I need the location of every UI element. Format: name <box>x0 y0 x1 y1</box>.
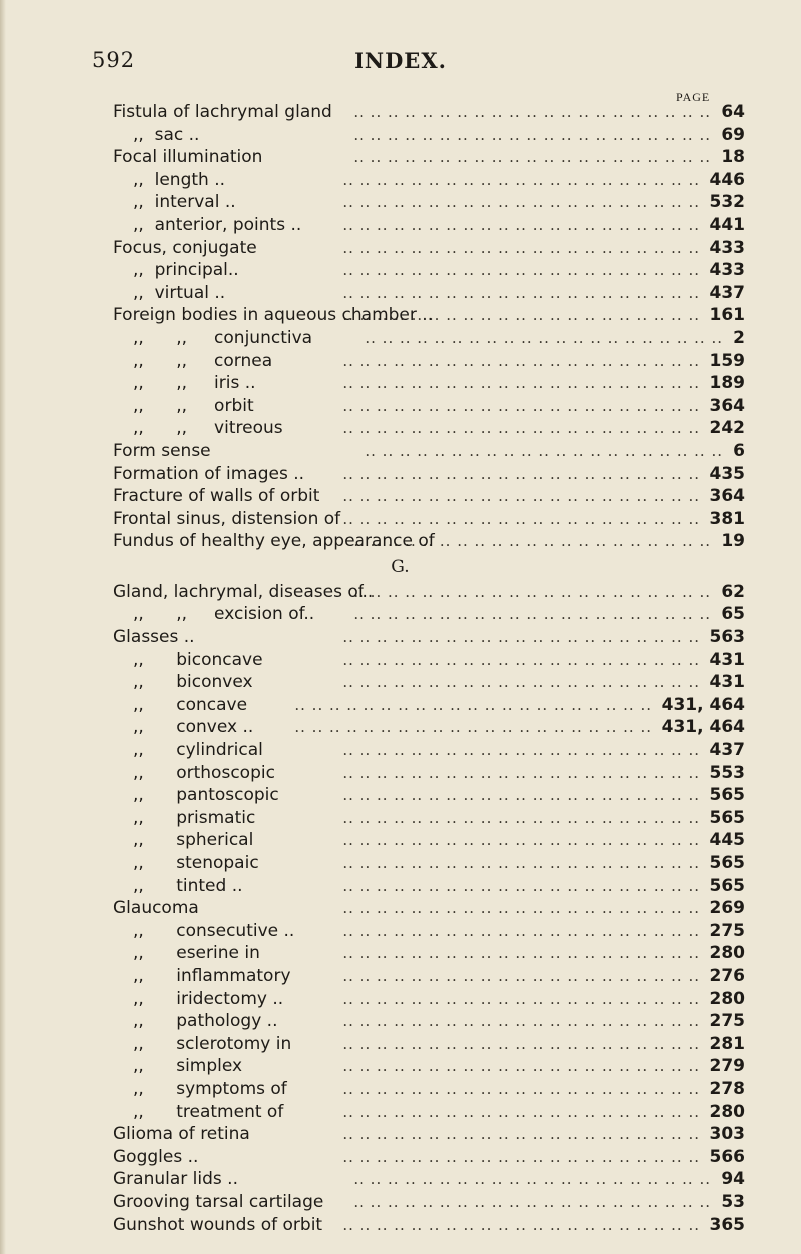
dot-leader: .. .. .. .. .. .. .. .. .. .. .. .. .. .. .. .. .. .. .. .. .. <box>353 103 711 121</box>
index-entry <box>0 1214 801 1237</box>
index-term: Gland, lachrymal, diseases of.. <box>113 581 374 602</box>
index-term: ,, symptoms of <box>133 1078 287 1099</box>
index-term: ,, ,, vitreous <box>133 418 283 439</box>
index-entry <box>0 146 801 169</box>
dot-leader: .. .. .. .. .. .. .. .. .. .. .. .. .. .. .. .. .. .. .. .. .. <box>342 1102 700 1121</box>
dot-leader: .. .. .. .. .. .. .. .. .. .. .. .. .. .. .. .. .. .. .. .. .. <box>353 582 711 601</box>
dot-leader: .. .. .. .. .. .. .. .. .. .. .. .. .. .. .. .. .. .. .. .. .. <box>365 328 723 347</box>
index-page-ref: 6 <box>733 440 745 461</box>
index-entry <box>0 762 801 785</box>
dot-leader: .. .. .. .. .. .. .. .. .. .. .. .. .. .. .. .. .. .. .. .. .. <box>353 532 711 551</box>
dot-leader: .. .. .. .. .. .. .. .. .. .. .. .. .. .. .. .. .. .. .. .. .. <box>342 741 700 760</box>
dot-leader: .. .. .. .. .. .. .. .. .. .. .. .. .. .. .. .. .. .. .. .. .. <box>353 148 711 167</box>
index-term: ,, cylindrical <box>133 740 263 761</box>
index-page-ref: 433 <box>709 260 745 281</box>
dot-leader: .. .. .. .. .. .. .. .. .. .. .. .. .. .. .. .. .. .. .. .. .. <box>342 261 700 280</box>
dot-leader: .. .. .. .. .. .. .. .. .. .. .. .. .. .. .. .. .. .. .. .. .. <box>294 695 652 714</box>
index-list <box>0 101 801 1236</box>
index-term: ,, biconvex <box>133 672 253 693</box>
dot-leader: .. .. .. .. .. .. .. .. .. .. .. .. .. .. .. .. .. .. .. .. .. <box>342 193 700 212</box>
index-term: ,, ,, excision of.. <box>133 604 315 625</box>
index-term: ,, eserine in <box>133 943 260 964</box>
index-page-ref: 278 <box>709 1078 745 1099</box>
page-column-label: PAGE <box>676 90 711 104</box>
index-page-ref: 435 <box>709 463 745 484</box>
page-number: 592 <box>92 48 136 72</box>
index-term: ,, sac .. <box>133 124 200 145</box>
index-page-ref: 431, 464 <box>661 694 745 715</box>
dot-leader: .. .. .. .. .. .. .. .. .. .. .. .. .. .. .. .. .. .. .. .. .. <box>342 921 700 940</box>
index-entry <box>0 485 801 508</box>
index-entry <box>0 784 801 807</box>
index-term: ,, sclerotomy in <box>133 1033 292 1054</box>
index-page-ref: 445 <box>709 830 745 851</box>
index-page-ref: 275 <box>709 1011 745 1032</box>
index-entry <box>0 694 801 717</box>
index-entry <box>0 1168 801 1191</box>
index-entry <box>0 395 801 418</box>
index-term: Formation of images .. <box>113 463 305 484</box>
index-page-ref: 433 <box>709 237 745 258</box>
index-term: ,, length .. <box>133 169 226 190</box>
index-page-ref: 18 <box>721 147 745 168</box>
dot-leader: .. .. .. .. .. .. .. .. .. .. .. .. .. .. .. .. .. .. .. .. .. <box>342 628 700 647</box>
index-page-ref: 565 <box>709 807 745 828</box>
dot-leader: .. .. .. .. .. .. .. .. .. .. .. .. .. .. .. .. .. .. .. .. .. <box>294 718 652 737</box>
index-entry <box>0 1123 801 1146</box>
index-term: ,, ,, cornea <box>133 350 273 371</box>
index-term: ,, anterior, points .. <box>133 214 302 235</box>
index-term: ,, pantoscopic <box>133 785 279 806</box>
index-term: Glaucoma <box>113 898 199 919</box>
index-entry <box>0 530 801 553</box>
index-page-ref: 280 <box>709 1101 745 1122</box>
dot-leader: .. .. .. .. .. .. .. .. .. .. .. .. .. .. .. .. .. .. .. .. .. <box>342 899 700 918</box>
index-term: ,, spherical <box>133 830 254 851</box>
index-term: ,, ,, conjunctiva <box>133 327 313 348</box>
dot-leader: .. .. .. .. .. .. .. .. .. .. .. .. .. .. .. .. .. .. .. .. .. <box>342 487 700 506</box>
index-page-ref: 275 <box>709 920 745 941</box>
index-entry <box>0 626 801 649</box>
dot-leader: .. .. .. .. .. .. .. .. .. .. .. .. .. .. .. .. .. .. .. .. .. <box>342 808 700 827</box>
index-entry <box>0 829 801 852</box>
index-entry <box>0 1055 801 1078</box>
dot-leader: .. .. .. .. .. .. .. .. .. .. .. .. .. .. .. .. .. .. .. .. .. <box>342 650 700 669</box>
index-entry <box>0 191 801 214</box>
dot-leader: .. .. .. .. .. .. .. .. .. .. .. .. .. .. .. .. .. .. .. .. .. <box>342 944 700 963</box>
index-entry <box>0 282 801 305</box>
index-term: ,, treatment of <box>133 1101 284 1122</box>
index-entry <box>0 649 801 672</box>
dot-leader: .. .. .. .. .. .. .. .. .. .. .. .. .. .. .. .. .. .. .. .. .. <box>342 396 700 415</box>
index-page-ref: 437 <box>709 740 745 761</box>
index-page-ref: 364 <box>709 395 745 416</box>
index-page-ref: 276 <box>709 965 745 986</box>
index-page-ref: 303 <box>709 1124 745 1145</box>
index-term: Fundus of healthy eye, appearance of <box>113 531 435 552</box>
index-entry <box>0 327 801 350</box>
index-entry <box>0 1101 801 1124</box>
index-entry <box>0 350 801 373</box>
dot-leader: .. .. .. .. .. .. .. .. .. .. .. .. .. .. .. .. .. .. .. .. .. <box>342 419 700 438</box>
index-term: ,, inflammatory <box>133 965 291 986</box>
index-page-ref: 446 <box>709 169 745 190</box>
index-page-ref: 565 <box>709 853 745 873</box>
index-entry <box>0 1146 801 1169</box>
index-entry <box>0 875 801 898</box>
index-entry <box>0 508 801 531</box>
index-entry <box>0 1191 801 1214</box>
index-entry <box>0 417 801 440</box>
dot-leader: .. .. .. .. .. .. .. .. .. .. .. .. .. .. .. .. .. .. .. .. .. <box>353 605 711 624</box>
index-page-ref: 431 <box>709 649 745 670</box>
index-term: ,, ,, iris .. <box>133 373 256 394</box>
index-term: Form sense <box>113 440 211 461</box>
index-page-ref: 565 <box>709 785 745 806</box>
index-entry <box>0 988 801 1011</box>
dot-leader: .. .. .. .. .. .. .. .. .. .. .. .. .. .. .. .. .. .. .. .. .. <box>342 966 700 985</box>
dot-leader: .. .. .. .. .. .. .. .. .. .. .. .. .. .. .. .. .. .. .. .. .. <box>342 673 700 692</box>
index-entry <box>0 852 801 875</box>
index-term: ,, consecutive .. <box>133 920 295 941</box>
section-letter-row <box>0 553 801 581</box>
dot-leader: .. .. .. .. .. .. .. .. .. .. .. .. .. .. .. .. .. .. .. .. .. <box>342 374 700 393</box>
index-entry <box>0 169 801 192</box>
index-term: ,, stenopaic <box>133 853 259 873</box>
index-term: ,, principal.. <box>133 260 239 281</box>
index-term: Fistula of lachrymal gland <box>113 102 332 122</box>
page-title: INDEX. <box>354 48 447 73</box>
index-entry <box>0 739 801 762</box>
index-entry <box>0 372 801 395</box>
dot-leader: .. .. .. .. .. .. .. .. .. .. .. .. .. .. .. .. .. .. .. .. .. <box>365 441 723 460</box>
index-page-ref: 566 <box>709 1146 745 1167</box>
dot-leader: .. .. .. .. .. .. .. .. .. .. .. .. .. .. .. .. .. .. .. .. .. <box>342 1215 700 1234</box>
index-term: ,, interval .. <box>133 192 236 213</box>
dot-leader: .. .. .. .. .. .. .. .. .. .. .. .. .. .. .. .. .. .. .. .. .. <box>342 215 700 234</box>
index-term: Foreign bodies in aqueous chamber .. <box>113 305 434 326</box>
index-page-ref: 281 <box>709 1033 745 1054</box>
index-term: ,, biconcave <box>133 649 263 670</box>
dot-leader: .. .. .. .. .. .. .. .. .. .. .. .. .. .. .. .. .. .. .. .. .. <box>342 1012 700 1031</box>
index-page-ref: 431 <box>709 672 745 693</box>
section-letter: G. <box>391 556 410 577</box>
index-term: ,, simplex <box>133 1056 243 1077</box>
dot-leader: .. .. .. .. .. .. .. .. .. .. .. .. .. .. .. .. .. .. .. .. .. <box>342 306 700 325</box>
index-entry <box>0 259 801 282</box>
dot-leader: .. .. .. .. .. .. .. .. .. .. .. .. .. .. .. .. .. .. .. .. .. <box>342 989 700 1008</box>
index-page-ref: 280 <box>709 988 745 1009</box>
dot-leader: .. .. .. .. .. .. .. .. .. .. .. .. .. .. .. .. .. .. .. .. .. <box>342 351 700 370</box>
index-page-ref: 553 <box>709 762 745 783</box>
index-entry <box>0 807 801 830</box>
index-entry <box>0 1010 801 1033</box>
index-term: ,, orthoscopic <box>133 762 275 783</box>
index-page-ref: 159 <box>709 350 745 371</box>
index-page-ref: 364 <box>709 486 745 507</box>
index-page-ref: 565 <box>709 875 745 896</box>
index-entry <box>0 897 801 920</box>
index-page-ref: 563 <box>709 627 745 648</box>
dot-leader: .. .. .. .. .. .. .. .. .. .. .. .. .. .. .. .. .. .. .. .. .. <box>353 1192 711 1211</box>
index-term: ,, prismatic <box>133 807 256 828</box>
index-entry <box>0 237 801 260</box>
index-term: Focus, conjugate <box>113 237 257 258</box>
dot-leader: .. .. .. .. .. .. .. .. .. .. .. .. .. .. .. .. .. .. .. .. .. <box>342 238 700 257</box>
index-page-ref: 437 <box>709 282 745 303</box>
index-term: Glioma of retina <box>113 1124 250 1145</box>
index-entry <box>0 965 801 988</box>
index-entry <box>0 101 801 124</box>
index-term: ,, concave <box>133 694 248 715</box>
index-entry <box>0 671 801 694</box>
index-term: Gunshot wounds of orbit <box>113 1214 323 1235</box>
dot-leader: .. .. .. .. .. .. .. .. .. .. .. .. .. .. .. .. .. .. .. .. .. <box>342 509 700 528</box>
index-term: ,, ,, orbit <box>133 395 254 416</box>
dot-leader: .. .. .. .. .. .. .. .. .. .. .. .. .. .. .. .. .. .. .. .. .. <box>342 786 700 805</box>
index-entry <box>0 920 801 943</box>
dot-leader: .. .. .. .. .. .. .. .. .. .. .. .. .. .. .. .. .. .. .. .. .. <box>353 1170 711 1189</box>
index-page-ref: 65 <box>721 604 745 625</box>
index-term: ,, iridectomy .. <box>133 988 284 1009</box>
index-term: Fracture of walls of orbit <box>113 486 320 507</box>
dot-leader: .. .. .. .. .. .. .. .. .. .. .. .. .. .. .. .. .. .. .. .. .. <box>342 1034 700 1053</box>
index-entry <box>0 716 801 739</box>
index-page-ref: 69 <box>721 124 745 145</box>
index-term: ,, tinted .. <box>133 875 243 896</box>
index-page-ref: 280 <box>709 943 745 964</box>
index-page-ref: 53 <box>721 1191 745 1212</box>
dot-leader: .. .. .. .. .. .. .. .. .. .. .. .. .. .. .. .. .. .. .. .. .. <box>342 1057 700 1076</box>
index-entry <box>0 581 801 604</box>
index-term: Frontal sinus, distension of <box>113 508 341 529</box>
index-page-ref: 365 <box>709 1214 745 1235</box>
dot-leader: .. .. .. .. .. .. .. .. .. .. .. .. .. .. .. .. .. .. .. .. .. <box>353 125 711 144</box>
index-term: Focal illumination <box>113 147 263 168</box>
index-page-ref: 161 <box>709 305 745 326</box>
dot-leader: .. .. .. .. .. .. .. .. .. .. .. .. .. .. .. .. .. .. .. .. .. <box>342 1079 700 1098</box>
index-entry <box>0 124 801 147</box>
index-term: Grooving tarsal cartilage <box>113 1191 324 1212</box>
dot-leader: .. .. .. .. .. .. .. .. .. .. .. .. .. .. .. .. .. .. .. .. .. <box>342 831 700 850</box>
dot-leader: .. .. .. .. .. .. .. .. .. .. .. .. .. .. .. .. .. .. .. .. .. <box>342 283 700 302</box>
dot-leader: .. .. .. .. .. .. .. .. .. .. .. .. .. .. .. .. .. .. .. .. .. <box>342 876 700 895</box>
index-entry <box>0 1078 801 1101</box>
index-page-ref: 62 <box>721 581 745 602</box>
index-entry <box>0 440 801 463</box>
dot-leader: .. .. .. .. .. .. .. .. .. .. .. .. .. .. .. .. .. .. .. .. .. <box>342 763 700 782</box>
index-page-ref: 441 <box>709 214 745 235</box>
index-page-ref: 431, 464 <box>661 717 745 738</box>
index-term: Granular lids .. <box>113 1169 238 1190</box>
index-entry <box>0 942 801 965</box>
index-term: Goggles .. <box>113 1146 199 1167</box>
index-page-ref: 64 <box>721 102 745 122</box>
index-page-ref: 242 <box>709 418 745 439</box>
index-page-ref: 532 <box>709 192 745 213</box>
index-page-ref: 2 <box>733 327 745 348</box>
index-page-ref: 279 <box>709 1056 745 1077</box>
dot-leader: .. .. .. .. .. .. .. .. .. .. .. .. .. .. .. .. .. .. .. .. .. <box>342 854 700 872</box>
dot-leader: .. .. .. .. .. .. .. .. .. .. .. .. .. .. .. .. .. .. .. .. .. <box>342 170 700 189</box>
index-term: Glasses .. <box>113 627 195 648</box>
index-term: ,, convex .. <box>133 717 254 738</box>
index-page-ref: 189 <box>709 373 745 394</box>
dot-leader: .. .. .. .. .. .. .. .. .. .. .. .. .. .. .. .. .. .. .. .. .. <box>342 1147 700 1166</box>
index-term: ,, virtual .. <box>133 282 226 303</box>
dot-leader: .. .. .. .. .. .. .. .. .. .. .. .. .. .. .. .. .. .. .. .. .. <box>342 464 700 483</box>
index-entry <box>0 214 801 237</box>
index-term: ,, pathology .. <box>133 1011 278 1032</box>
index-entry <box>0 304 801 327</box>
index-page-ref: 381 <box>709 508 745 529</box>
index-page-ref: 19 <box>721 531 745 552</box>
index-entry <box>0 463 801 486</box>
dot-leader: .. .. .. .. .. .. .. .. .. .. .. .. .. .. .. .. .. .. .. .. .. <box>342 1125 700 1144</box>
index-page-ref: 269 <box>709 898 745 919</box>
page-header <box>0 48 801 78</box>
index-entry <box>0 603 801 626</box>
index-entry <box>0 1033 801 1056</box>
index-page-ref: 94 <box>721 1169 745 1190</box>
